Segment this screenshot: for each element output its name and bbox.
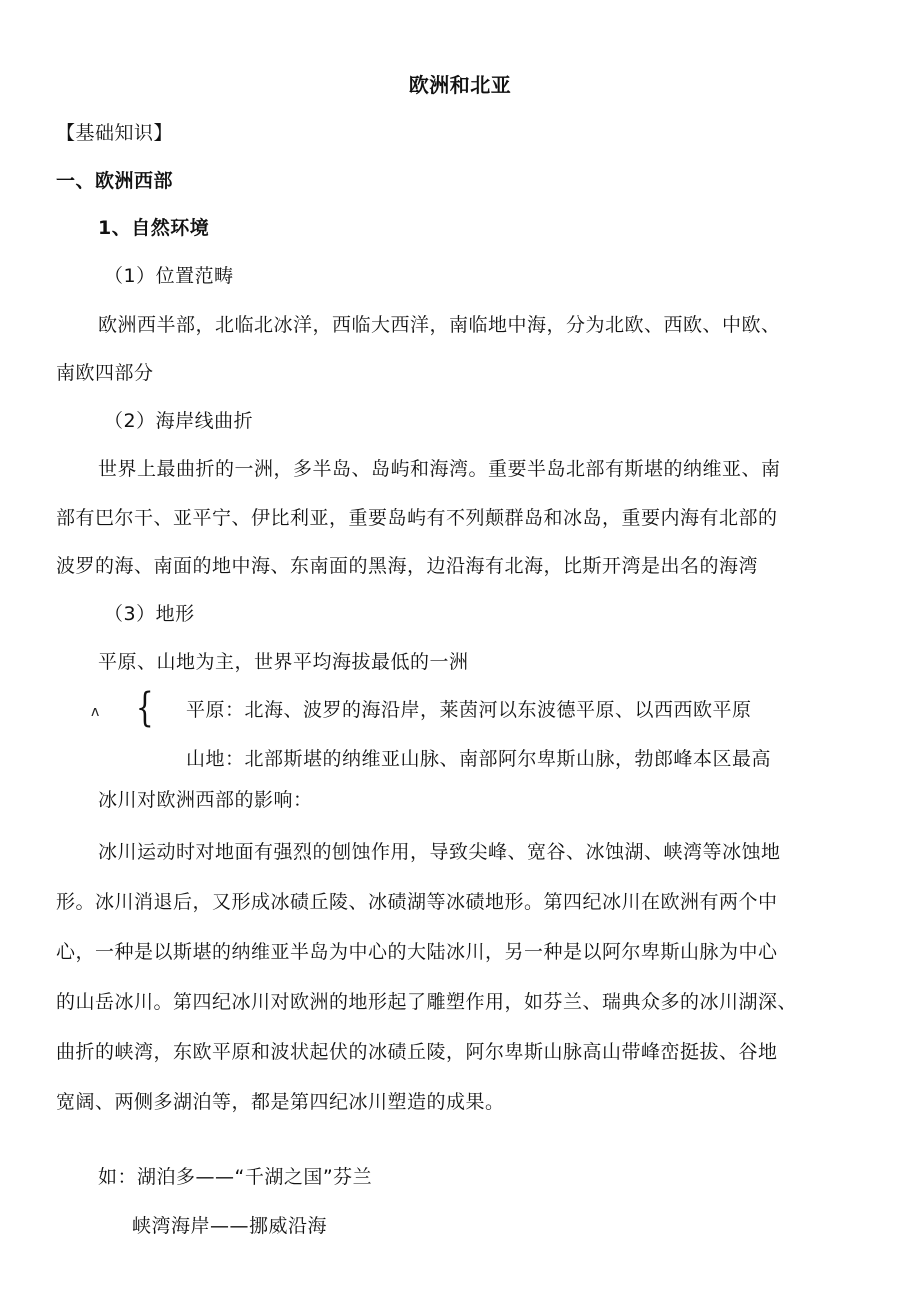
example-fjords: 峡湾海岸——挪威沿海 xyxy=(132,1215,328,1237)
paragraph-line: 部有巴尔干、亚平宁、伊比利亚，重要岛屿有不列颠群岛和冰岛，重要内海有北部的 xyxy=(56,507,778,529)
heading-natural-environment: 1、自然环境 xyxy=(98,217,210,239)
page-title: 欧洲和北亚 xyxy=(408,73,512,97)
paragraph-line: 欧洲西半部，北临北冰洋，西临大西洋，南临地中海，分为北欧、西欧、中欧、 xyxy=(98,314,781,336)
item-terrain-label: （3）地形 xyxy=(104,603,195,625)
paragraph-line: 宽阔、两侧多湖泊等，都是第四纪冰川塑造的成果。 xyxy=(56,1091,505,1113)
terrain-plain: 平原：北海、波罗的海沿岸，莱茵河以东波德平原、以西西欧平原 xyxy=(186,699,752,721)
terrain-intro: 平原、山地为主，世界平均海拔最低的一洲 xyxy=(98,651,469,673)
item-coastline-label: （2）海岸线曲折 xyxy=(104,410,254,432)
paragraph-line: 世界上最曲折的一洲，多半岛、岛屿和海湾。重要半岛北部有斯堪的纳维亚、南 xyxy=(98,458,781,480)
paragraph-line: 心，一种是以斯堪的纳维亚半岛为中心的大陆冰川，另一种是以阿尔卑斯山脉为中心 xyxy=(56,941,778,963)
paragraph-line: 曲折的峡湾，东欧平原和波状起伏的冰碛丘陵，阿尔卑斯山脉高山带峰峦挺拔、谷地 xyxy=(56,1041,778,1063)
paragraph-line: 冰川运动时对地面有强烈的刨蚀作用，导致尖峰、宽谷、冰蚀湖、峡湾等冰蚀地 xyxy=(98,841,781,863)
example-lakes: 如：湖泊多——“千湖之国”芬兰 xyxy=(98,1166,373,1188)
paragraph-line: 的山岳冰川。第四纪冰川对欧洲的地形起了雕塑作用，如芬兰、瑞典众多的冰川湖深、 xyxy=(56,991,798,1013)
paragraph-line: 形。冰川消退后，又形成冰碛丘陵、冰碛湖等冰碛地形。第四纪冰川在欧洲有两个中 xyxy=(56,891,778,913)
left-brace-icon: { xyxy=(135,685,154,731)
section-basic-knowledge: 【基础知识】 xyxy=(56,122,174,144)
paragraph-line: 南欧四部分 xyxy=(56,362,154,384)
item-location-label: （1）位置范畴 xyxy=(104,265,234,287)
terrain-mountain: 山地：北部斯堪的纳维亚山脉、南部阿尔卑斯山脉，勃郎峰本区最高 xyxy=(186,748,772,770)
heading-west-europe: 一、欧洲西部 xyxy=(56,170,174,192)
paragraph-line: 波罗的海、南面的地中海、东南面的黑海，边沿海有北海，比斯开湾是出名的海湾 xyxy=(56,555,759,577)
small-caret-mark: ʌ xyxy=(91,704,100,720)
glacier-heading: 冰川对欧洲西部的影响： xyxy=(98,789,313,811)
